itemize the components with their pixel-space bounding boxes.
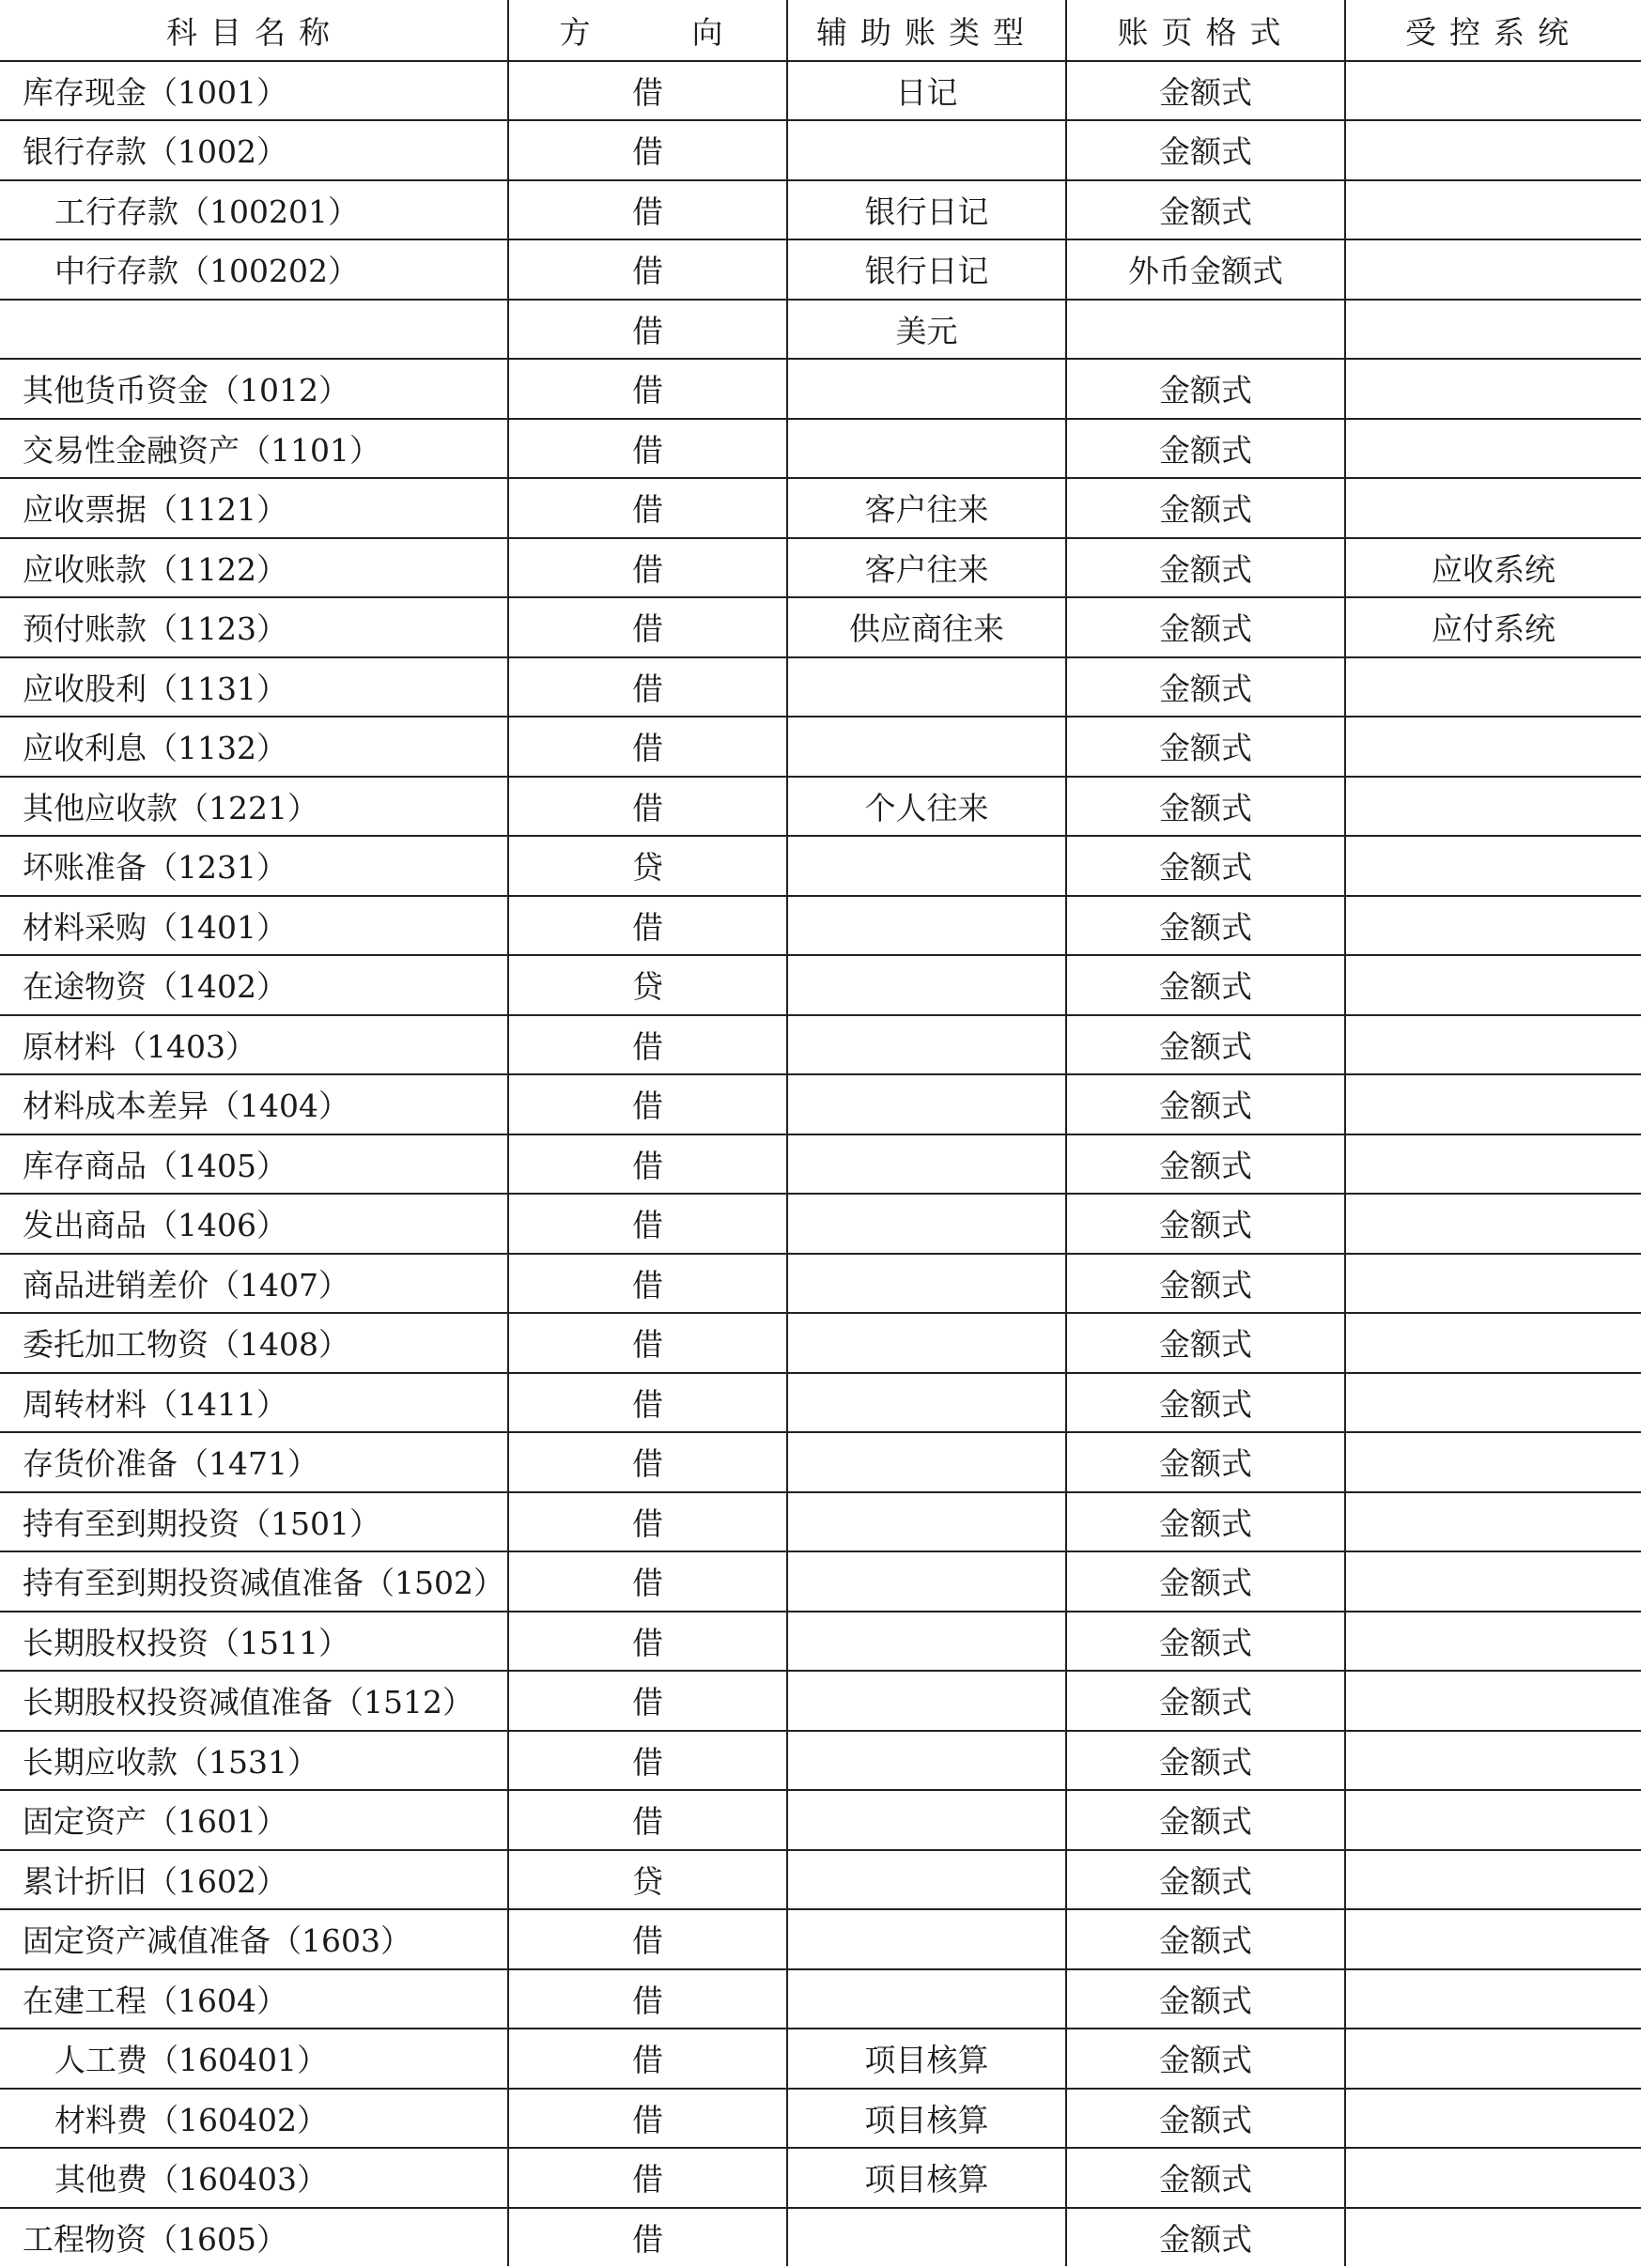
table-row: [1, 180, 1641, 240]
cell-direction: 借: [508, 1671, 787, 1731]
cell-direction: 借: [508, 2089, 787, 2149]
cell-subject-name: 周转材料（1411）: [1, 1373, 508, 1433]
table-row: [1, 896, 1641, 956]
cell-aux-type: [787, 955, 1066, 1015]
cell-subject-name: 材料采购（1401）: [1, 896, 508, 956]
table-row: [1, 1671, 1641, 1731]
cell-controlled-system: [1345, 61, 1641, 121]
table-row: [1, 1612, 1641, 1672]
cell-subject-name: 固定资产减值准备（1603）: [1, 1909, 508, 1969]
cell-controlled-system: [1345, 1612, 1641, 1672]
cell-direction: 借: [508, 180, 787, 240]
cell-direction: 借: [508, 1134, 787, 1195]
cell-direction: 借: [508, 1254, 787, 1314]
cell-subject-name: 其他应收款（1221）: [1, 777, 508, 837]
cell-subject-name: 交易性金融资产（1101）: [1, 419, 508, 479]
cell-subject-name: 在途物资（1402）: [1, 955, 508, 1015]
cell-controlled-system: [1345, 2029, 1641, 2089]
cell-aux-type: 供应商往来: [787, 597, 1066, 657]
table-row: [1, 239, 1641, 300]
cell-ledger-format: 金额式: [1066, 2208, 1345, 2268]
table-row: [1, 538, 1641, 598]
cell-aux-type: 美元: [787, 300, 1066, 360]
cell-ledger-format: 金额式: [1066, 1671, 1345, 1731]
cell-direction: 借: [508, 896, 787, 956]
cell-controlled-system: [1345, 955, 1641, 1015]
cell-controlled-system: [1345, 1909, 1641, 1969]
table-row: [1, 1194, 1641, 1254]
cell-direction: 借: [508, 777, 787, 837]
cell-aux-type: [787, 717, 1066, 777]
cell-subject-name: 持有至到期投资（1501）: [1, 1492, 508, 1552]
cell-subject-name: 持有至到期投资减值准备（1502）: [1, 1551, 508, 1612]
cell-controlled-system: [1345, 1432, 1641, 1492]
cell-aux-type: [787, 657, 1066, 717]
cell-direction: 借: [508, 1194, 787, 1254]
cell-ledger-format: 金额式: [1066, 597, 1345, 657]
cell-direction: 借: [508, 538, 787, 598]
cell-aux-type: [787, 1432, 1066, 1492]
cell-aux-type: [787, 120, 1066, 180]
header-controlled-system: 受控系统: [1345, 1, 1641, 61]
cell-ledger-format: 金额式: [1066, 1492, 1345, 1552]
cell-subject-name: 其他货币资金（1012）: [1, 359, 508, 419]
cell-subject-name: 库存现金（1001）: [1, 61, 508, 121]
cell-direction: 借: [508, 597, 787, 657]
cell-controlled-system: [1345, 717, 1641, 777]
table-row: [1, 2089, 1641, 2149]
cell-ledger-format: 金额式: [1066, 1015, 1345, 1075]
cell-direction: 借: [508, 2148, 787, 2208]
table-row: [1, 359, 1641, 419]
cell-ledger-format: 金额式: [1066, 538, 1345, 598]
cell-aux-type: [787, 1671, 1066, 1731]
cell-ledger-format: 金额式: [1066, 120, 1345, 180]
table-row: [1, 717, 1641, 777]
table-row: [1, 657, 1641, 717]
cell-direction: 借: [508, 1909, 787, 1969]
table-row: [1, 120, 1641, 180]
cell-subject-name: 坏账准备（1231）: [1, 836, 508, 896]
cell-controlled-system: [1345, 657, 1641, 717]
cell-ledger-format: 金额式: [1066, 1850, 1345, 1910]
cell-ledger-format: 金额式: [1066, 657, 1345, 717]
table-row: [1, 1551, 1641, 1612]
cell-subject-name: 长期股权投资减值准备（1512）: [1, 1671, 508, 1731]
cell-subject-name: 银行存款（1002）: [1, 120, 508, 180]
cell-ledger-format: 金额式: [1066, 61, 1345, 121]
cell-subject-name: 中行存款（100202）: [1, 239, 508, 300]
table-row: [1, 836, 1641, 896]
cell-subject-name: 原材料（1403）: [1, 1015, 508, 1075]
cell-subject-name: [1, 300, 508, 360]
cell-controlled-system: [1345, 2208, 1641, 2268]
cell-subject-name: 应收利息（1132）: [1, 717, 508, 777]
cell-aux-type: 银行日记: [787, 180, 1066, 240]
table-row: [1, 1850, 1641, 1910]
cell-ledger-format: 金额式: [1066, 717, 1345, 777]
cell-direction: 借: [508, 2208, 787, 2268]
cell-subject-name: 材料成本差异（1404）: [1, 1074, 508, 1134]
cell-direction: 借: [508, 1790, 787, 1850]
cell-direction: 贷: [508, 836, 787, 896]
cell-aux-type: [787, 1731, 1066, 1791]
cell-controlled-system: [1345, 1492, 1641, 1552]
cell-ledger-format: 金额式: [1066, 1551, 1345, 1612]
cell-aux-type: [787, 359, 1066, 419]
cell-direction: 借: [508, 1731, 787, 1791]
table-row: [1, 1432, 1641, 1492]
table-row: [1, 61, 1641, 121]
cell-aux-type: [787, 1969, 1066, 2029]
cell-ledger-format: 金额式: [1066, 180, 1345, 240]
cell-controlled-system: [1345, 1790, 1641, 1850]
cell-ledger-format: 金额式: [1066, 896, 1345, 956]
header-ledger-format: 账页格式: [1066, 1, 1345, 61]
cell-controlled-system: [1345, 1194, 1641, 1254]
table-row: [1, 1254, 1641, 1314]
cell-subject-name: 应收账款（1122）: [1, 538, 508, 598]
cell-aux-type: [787, 1015, 1066, 1075]
cell-ledger-format: 金额式: [1066, 777, 1345, 837]
table-row: [1, 1969, 1641, 2029]
cell-ledger-format: 金额式: [1066, 1313, 1345, 1373]
cell-direction: 借: [508, 1015, 787, 1075]
cell-controlled-system: [1345, 1015, 1641, 1075]
cell-subject-name: 发出商品（1406）: [1, 1194, 508, 1254]
table-header-row: [1, 1, 1641, 61]
cell-ledger-format: 金额式: [1066, 478, 1345, 538]
table-row: [1, 2029, 1641, 2089]
cell-subject-name: 商品进销差价（1407）: [1, 1254, 508, 1314]
cell-direction: 借: [508, 1969, 787, 2029]
cell-controlled-system: 应付系统: [1345, 597, 1641, 657]
cell-ledger-format: 金额式: [1066, 1731, 1345, 1791]
header-aux-type: 辅助账类型: [787, 1, 1066, 61]
cell-aux-type: [787, 1612, 1066, 1672]
cell-subject-name: 库存商品（1405）: [1, 1134, 508, 1195]
table-row: [1, 1134, 1641, 1195]
cell-ledger-format: 金额式: [1066, 1909, 1345, 1969]
cell-subject-name: 应收票据（1121）: [1, 478, 508, 538]
cell-direction: 借: [508, 300, 787, 360]
cell-direction: 借: [508, 359, 787, 419]
cell-ledger-format: 金额式: [1066, 2029, 1345, 2089]
cell-controlled-system: [1345, 777, 1641, 837]
cell-direction: 借: [508, 1612, 787, 1672]
cell-controlled-system: [1345, 180, 1641, 240]
cell-direction: 贷: [508, 955, 787, 1015]
cell-aux-type: 项目核算: [787, 2089, 1066, 2149]
cell-direction: 借: [508, 717, 787, 777]
cell-direction: 借: [508, 1551, 787, 1612]
cell-aux-type: [787, 1194, 1066, 1254]
cell-controlled-system: [1345, 1671, 1641, 1731]
cell-ledger-format: 金额式: [1066, 1790, 1345, 1850]
cell-direction: 贷: [508, 1850, 787, 1910]
cell-subject-name: 固定资产（1601）: [1, 1790, 508, 1850]
table-body: [1, 61, 1641, 2268]
cell-ledger-format: 金额式: [1066, 359, 1345, 419]
cell-controlled-system: [1345, 120, 1641, 180]
cell-aux-type: 项目核算: [787, 2148, 1066, 2208]
cell-subject-name: 应收股利（1131）: [1, 657, 508, 717]
cell-ledger-format: 金额式: [1066, 1612, 1345, 1672]
table-row: [1, 478, 1641, 538]
cell-direction: 借: [508, 1373, 787, 1433]
cell-ledger-format: 金额式: [1066, 1194, 1345, 1254]
cell-subject-name: 存货价准备（1471）: [1, 1432, 508, 1492]
cell-direction: 借: [508, 478, 787, 538]
cell-aux-type: [787, 1850, 1066, 1910]
cell-direction: 借: [508, 657, 787, 717]
table-row: [1, 955, 1641, 1015]
cell-subject-name: 材料费（160402）: [1, 2089, 508, 2149]
cell-subject-name: 长期应收款（1531）: [1, 1731, 508, 1791]
cell-ledger-format: 金额式: [1066, 419, 1345, 479]
cell-ledger-format: 金额式: [1066, 2148, 1345, 2208]
cell-controlled-system: [1345, 1850, 1641, 1910]
cell-aux-type: 项目核算: [787, 2029, 1066, 2089]
table-row: [1, 1074, 1641, 1134]
cell-aux-type: [787, 1492, 1066, 1552]
cell-subject-name: 工程物资（1605）: [1, 2208, 508, 2268]
cell-aux-type: [787, 1551, 1066, 1612]
cell-controlled-system: [1345, 1731, 1641, 1791]
cell-subject-name: 长期股权投资（1511）: [1, 1612, 508, 1672]
cell-aux-type: [787, 2208, 1066, 2268]
cell-subject-name: 在建工程（1604）: [1, 1969, 508, 2029]
cell-controlled-system: [1345, 2089, 1641, 2149]
cell-aux-type: [787, 1373, 1066, 1433]
cell-ledger-format: 金额式: [1066, 2089, 1345, 2149]
cell-controlled-system: [1345, 239, 1641, 300]
cell-subject-name: 工行存款（100201）: [1, 180, 508, 240]
cell-aux-type: [787, 896, 1066, 956]
cell-subject-name: 委托加工物资（1408）: [1, 1313, 508, 1373]
cell-direction: 借: [508, 239, 787, 300]
cell-direction: 借: [508, 419, 787, 479]
cell-direction: 借: [508, 1313, 787, 1373]
table-row: [1, 2208, 1641, 2268]
table-row: [1, 300, 1641, 360]
cell-controlled-system: [1345, 1134, 1641, 1195]
cell-controlled-system: [1345, 1969, 1641, 2029]
cell-direction: 借: [508, 120, 787, 180]
cell-subject-name: 人工费（160401）: [1, 2029, 508, 2089]
table-row: [1, 1790, 1641, 1850]
cell-aux-type: [787, 836, 1066, 896]
cell-aux-type: [787, 419, 1066, 479]
table-row: [1, 1492, 1641, 1552]
table-row: [1, 419, 1641, 479]
table-row: [1, 1373, 1641, 1433]
cell-direction: 借: [508, 1074, 787, 1134]
cell-aux-type: 客户往来: [787, 538, 1066, 598]
cell-aux-type: 日记: [787, 61, 1066, 121]
cell-controlled-system: [1345, 1373, 1641, 1433]
cell-controlled-system: [1345, 300, 1641, 360]
cell-ledger-format: 金额式: [1066, 1074, 1345, 1134]
cell-aux-type: [787, 1313, 1066, 1373]
cell-controlled-system: [1345, 896, 1641, 956]
cell-ledger-format: 外币金额式: [1066, 239, 1345, 300]
cell-controlled-system: [1345, 1254, 1641, 1314]
cell-controlled-system: [1345, 1313, 1641, 1373]
table-row: [1, 1731, 1641, 1791]
cell-direction: 借: [508, 2029, 787, 2089]
cell-subject-name: 其他费（160403）: [1, 2148, 508, 2208]
cell-direction: 借: [508, 1492, 787, 1552]
cell-aux-type: [787, 1254, 1066, 1314]
cell-controlled-system: [1345, 836, 1641, 896]
cell-aux-type: [787, 1790, 1066, 1850]
cell-direction: 借: [508, 1432, 787, 1492]
cell-ledger-format: 金额式: [1066, 955, 1345, 1015]
cell-controlled-system: [1345, 419, 1641, 479]
cell-aux-type: 个人往来: [787, 777, 1066, 837]
cell-subject-name: 累计折旧（1602）: [1, 1850, 508, 1910]
cell-controlled-system: [1345, 1074, 1641, 1134]
cell-controlled-system: [1345, 1551, 1641, 1612]
cell-ledger-format: 金额式: [1066, 1432, 1345, 1492]
cell-controlled-system: [1345, 2148, 1641, 2208]
cell-aux-type: 客户往来: [787, 478, 1066, 538]
cell-controlled-system: 应收系统: [1345, 538, 1641, 598]
cell-ledger-format: 金额式: [1066, 1373, 1345, 1433]
header-direction: 方 向: [508, 1, 787, 61]
table-row: [1, 1015, 1641, 1075]
cell-ledger-format: [1066, 300, 1345, 360]
cell-aux-type: 银行日记: [787, 239, 1066, 300]
header-subject-name: 科目名称: [1, 1, 508, 61]
cell-ledger-format: 金额式: [1066, 836, 1345, 896]
cell-subject-name: 预付账款（1123）: [1, 597, 508, 657]
table-row: [1, 1313, 1641, 1373]
cell-controlled-system: [1345, 478, 1641, 538]
cell-ledger-format: 金额式: [1066, 1969, 1345, 2029]
cell-aux-type: [787, 1134, 1066, 1195]
cell-aux-type: [787, 1074, 1066, 1134]
cell-ledger-format: 金额式: [1066, 1134, 1345, 1195]
cell-aux-type: [787, 1909, 1066, 1969]
table-row: [1, 597, 1641, 657]
table-row: [1, 1909, 1641, 1969]
cell-ledger-format: 金额式: [1066, 1254, 1345, 1314]
table-row: [1, 777, 1641, 837]
cell-controlled-system: [1345, 359, 1641, 419]
table-row: [1, 2148, 1641, 2208]
cell-direction: 借: [508, 61, 787, 121]
